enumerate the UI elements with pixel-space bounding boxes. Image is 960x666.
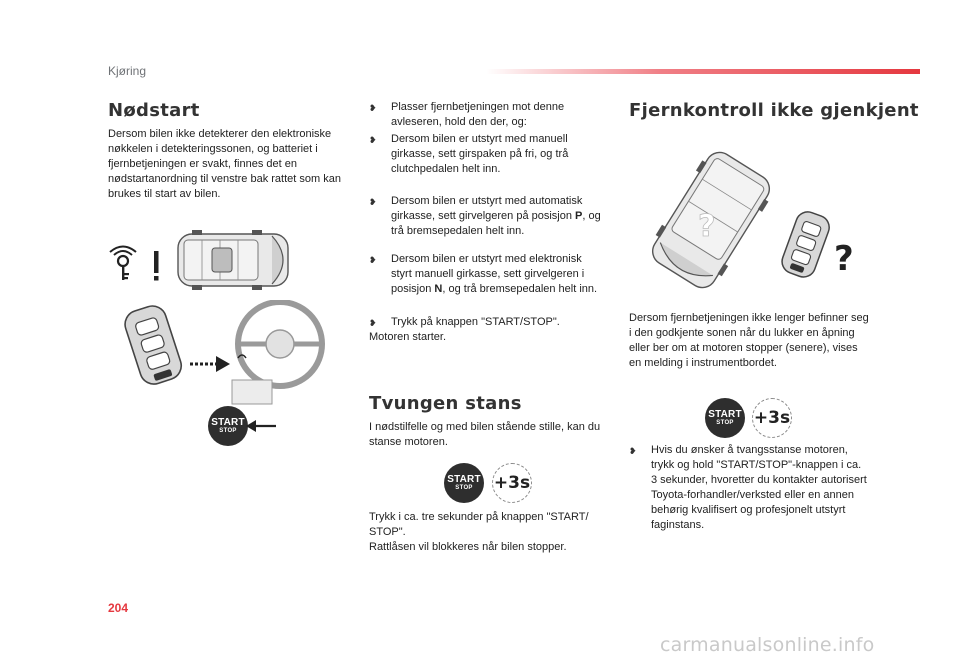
start-stop-button (705, 398, 745, 438)
start-label: START (447, 474, 481, 485)
bullet-marker: ❥ (369, 103, 377, 113)
bullet-hold-remote: ❥ Plasser fjernbetjeningen mot denne avleseren, hold den der, og: (369, 101, 565, 128)
section-title: Kjøring (108, 64, 147, 78)
car-top-view-illustration (172, 228, 298, 292)
remote-not-recognized-heading: Fjernkontroll ikke gjenkjent (629, 100, 919, 121)
bullet-electronic-gearbox: ❥ Dersom bilen er utstyrt med elektronisk styrt manuell girkasse, sett girvelgeren i posisjon N, og trå bremsepedalen helt inn. (369, 253, 598, 295)
bullet-marker: ❥ (629, 446, 637, 456)
forced-stop-instruction-line-1: Trykk i ca. tre sekunder på knappen "START/ (369, 511, 589, 523)
forced-stop-text: I nødstilfelle og med bilen stående stille, kan du stanse motoren. (369, 421, 601, 448)
header-accent-line (486, 69, 920, 74)
key-fob-question-illustration (776, 208, 866, 284)
svg-text:?: ? (698, 209, 716, 244)
bullet-marker: ❥ (369, 318, 377, 328)
remote-not-recognized-text: Dersom fjernbetjeningen ikke lenger befinner seg i den godkjente sonen når du lukker en åpning eller ber om at motoren stopper (senere), vises en melding i instrumentbordet. (629, 312, 869, 369)
start-stop-button (208, 406, 248, 446)
emergency-start-heading: Nødstart (108, 100, 200, 121)
page-number: 204 (108, 601, 129, 615)
bullet-marker: ❥ (369, 255, 377, 265)
bullet-marker: ❥ (369, 135, 377, 145)
key-fob-steering-wheel-illustration (120, 300, 340, 410)
emergency-start-text: Dersom bilen ikke detekterer den elektroniske nøkkelen i detekteringssonen, og batteriet i fjernbetjeningen er svakt, finnes det en nødstartanordning til venstre bak rattet som kan brukes til start av bilen. (108, 128, 341, 200)
bullet-press-start-stop: ❥ Trykk på knappen "START/STOP". (369, 315, 605, 331)
bullet-marker: ❥ (369, 197, 377, 207)
key-warning-icon (108, 245, 168, 285)
bullet-manual-gearbox: ❥ Dersom bilen er utstyrt med manuell girkasse, sett girspaken på fri, og trå clutchpedalen helt inn. (369, 133, 569, 175)
start-stop-button (444, 463, 484, 503)
start-label: START (211, 417, 245, 428)
plus-three-seconds-badge: +3s (752, 398, 792, 438)
svg-text:?: ? (834, 239, 854, 279)
forced-stop-heading: Tvungen stans (369, 393, 522, 414)
car-question-illustration (636, 150, 786, 290)
motor-starts-text: Motoren starter. (369, 331, 447, 343)
plus-three-seconds-badge: +3s (492, 463, 532, 503)
stop-label: STOP (455, 485, 473, 491)
watermark-text: carmanualsonline.info (660, 634, 875, 656)
start-label: START (708, 409, 742, 420)
bullet-force-stop-engine: ❥ Hvis du ønsker å tvangsstanse motoren, trykk og hold "START/STOP"-knappen i ca. 3 sekunder, hvoretter du kontakter autorisert Toyota-forhandler/verksted eller en annen behørig kvalifisert og profesjonelt utstyrt faginstans. (629, 444, 867, 531)
stop-label: STOP (219, 428, 237, 434)
bullet-automatic-gearbox: ❥ Dersom bilen er utstyrt med automatisk girkasse, sett girvelgeren på posisjon P, og trå bremsepedalen helt inn. (369, 195, 601, 237)
forced-stop-instruction-line-2: STOP". (369, 526, 406, 538)
stop-label: STOP (716, 420, 734, 426)
arrow-left-icon (246, 418, 278, 434)
forced-stop-instruction-line-3: Rattlåsen vil blokkeres når bilen stopper. (369, 541, 567, 553)
